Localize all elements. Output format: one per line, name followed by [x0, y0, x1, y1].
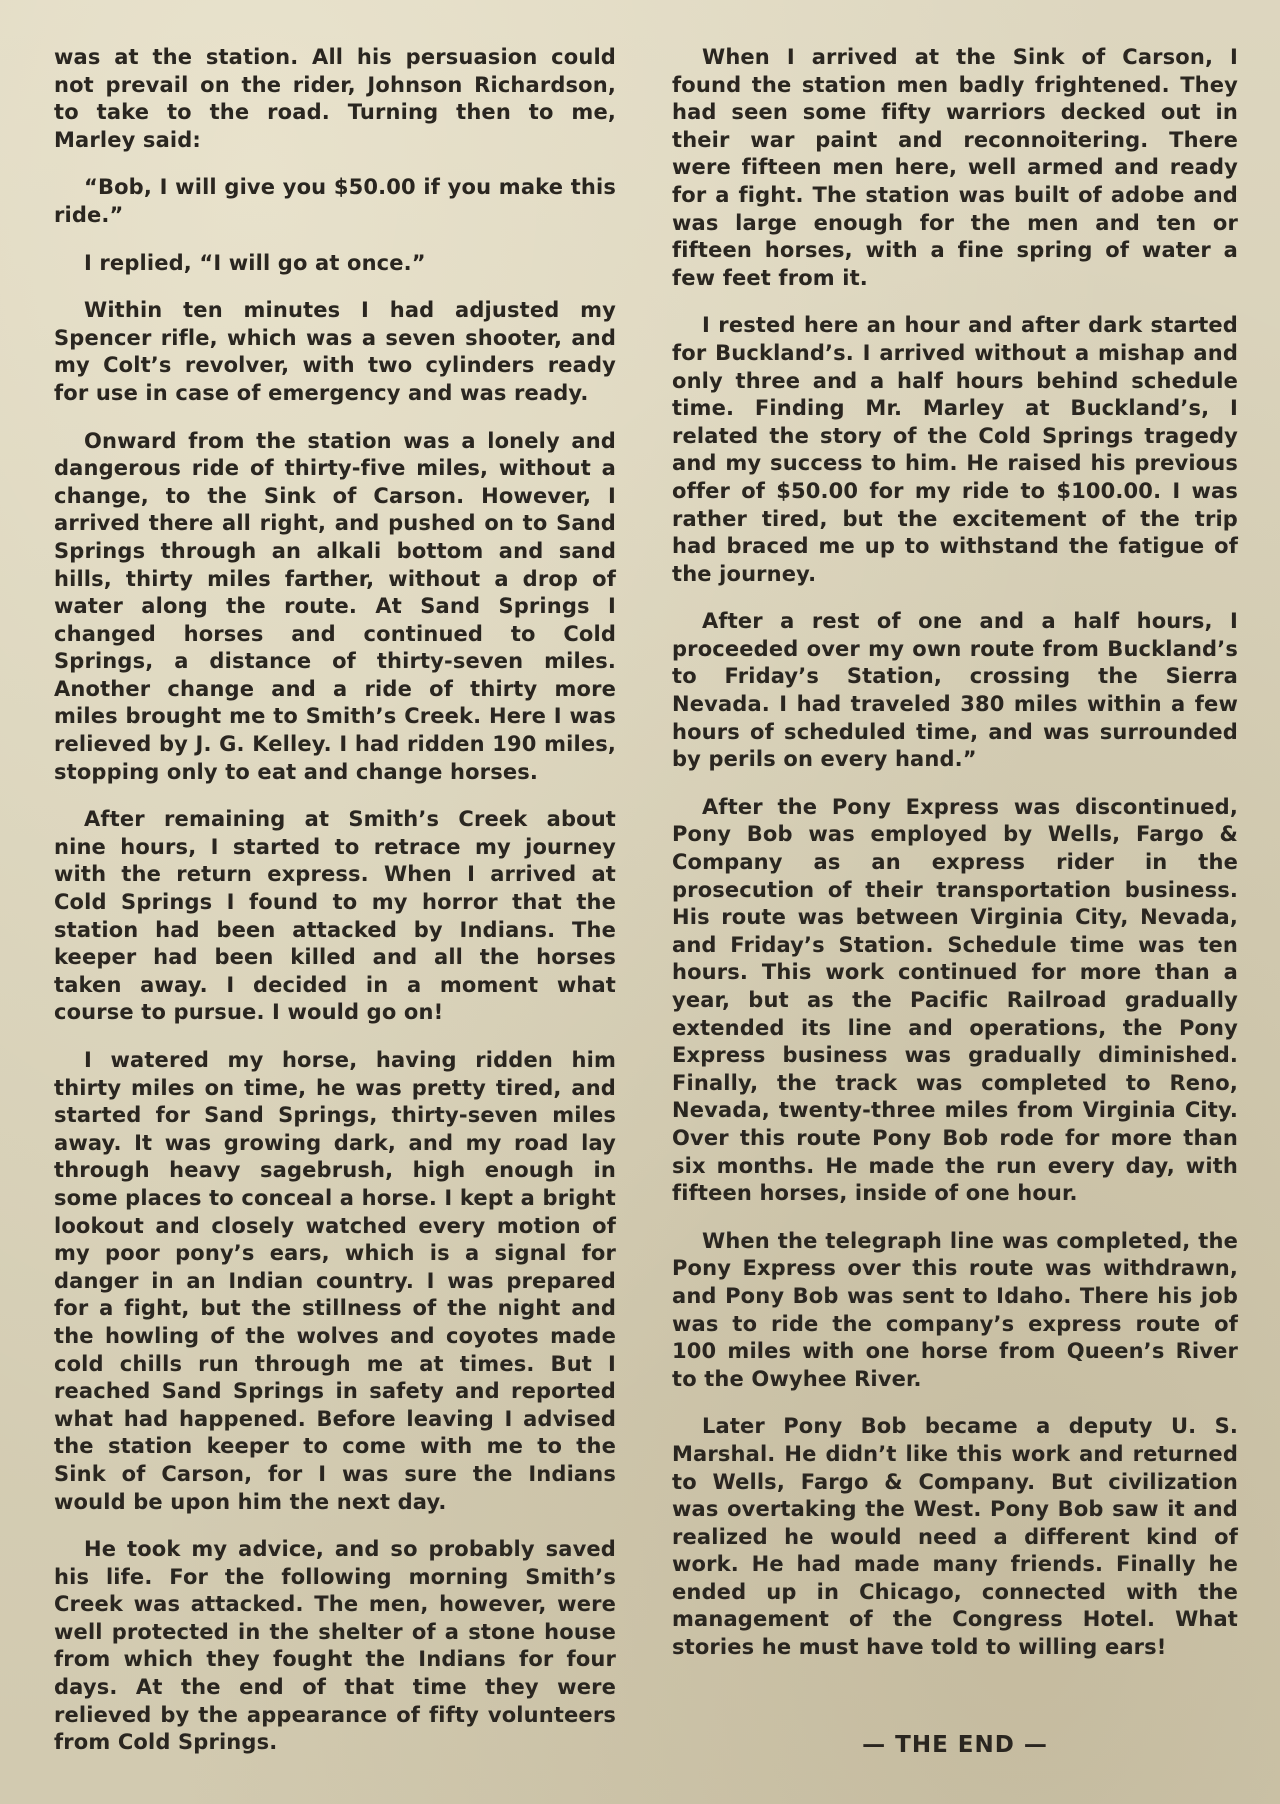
right-column [672, 44, 1238, 1682]
left-paragraph-8: He took my advice, and so probably saved his life. For the following morning Smith’s Creek was attacked. The men, however, were well protected in the shelter of a stone house from which they fought the Indians for four days. At the end of that time they were relieved by the appearance of fifty volunteers from Cold Springs. [54, 1537, 616, 1755]
left-paragraph-4: Within ten minutes I had adjusted my Spencer rifle, which was a seven shooter, and my Colt’s revolver, with two cylinders ready for use in case of emergency and was ready. [54, 298, 616, 405]
right-paragraph-5: When the telegraph line was completed, the Pony Express over this route was withdrawn, and Pony Bob was sent to Idaho. There his job was to ride the company’s express route of 100 miles with one horse from Queen’s River to the Owyhee River. [672, 1228, 1238, 1391]
left-paragraph-6: After remaining at Smith’s Creek about nine hours, I started to retrace my journey with the return express. When I arrived at Cold Springs I found to my horror that the station had been attacked by Indians. The keeper had been killed and all the horses taken away. I decided in a moment what course to pursue. I would go on! [54, 807, 616, 1025]
right-paragraph-3: After a rest of one and a half hours, I proceeded over my own route from Buckland’s to Friday’s Station, crossing the Sierra Nevada. I had traveled 380 miles within a few hours of scheduled time, and was surrounded by perils on every hand.” [672, 609, 1238, 772]
left-paragraph-3: I replied, “I will go at once.” [84, 250, 426, 275]
left-paragraph-7: I watered my horse, having ridden him thirty miles on time, he was pretty tired, and started for Sand Springs, thirty-seven miles away. It was growing dark, and my road lay through heavy sagebrush, high enough in some places to conceal a horse. I kept a bright lookout and closely watched every motion of my poor pony’s ears, which is a signal for danger in an Indian country. I was prepared for a fight, but the stillness of the night and the howling of the wolves and coyotes made cold chills run through me at times. But I reached Sand Springs in safety and reported what had happened. Before leaving I advised the station keeper to come with me to the Sink of Carson, for I was sure the Indians would be upon him the next day. [54, 1048, 616, 1514]
the-end-marker: — THE END — [862, 1732, 1048, 1758]
left-paragraph-1: was at the station. All his persuasion could not prevail on the rider, Johnson Richardson, to take to the road. Turning then to me, Marley said: [54, 45, 616, 152]
right-paragraph-2: I rested here an hour and after dark started for Buckland’s. I arrived without a mishap and only three and a half hours behind schedule time. Finding Mr. Marley at Buckland’s, I related the story of the Cold Springs tragedy and my success to him. He raised his previous offer of $50.00 for my ride to $100.00. I was rather tired, but the excitement of the trip had braced me up to withstand the fatigue of the journey. [672, 313, 1238, 586]
right-paragraph-1: When I arrived at the Sink of Carson, I found the station men badly frightened. They had seen some fifty warriors decked out in their war paint and reconnoitering. There were fifteen men here, well armed and ready for a fight. The station was built of adobe and was large enough for the men and ten or fifteen horses, with a fine spring of water a few feet from it. [672, 45, 1238, 290]
left-paragraph-5: Onward from the station was a lonely and dangerous ride of thirty-five miles, without a change, to the Sink of Carson. However, I arrived there all right, and pushed on to Sand Springs through an alkali bottom and sand hills, thirty miles farther, without a drop of water along the route. At Sand Springs I changed horses and continued to Cold Springs, a distance of thirty-seven miles. Another change and a ride of thirty more miles brought me to Smith’s Creek. Here I was relieved by J. G. Kelley. I had ridden 190 miles, stopping only to eat and change horses. [54, 428, 616, 784]
left-column [54, 44, 616, 1777]
right-paragraph-6: Later Pony Bob became a deputy U. S. Marshal. He didn’t like this work and returned to Wells, Fargo & Company. But civilization was overtaking the West. Pony Bob saw it and realized he would need a different kind of work. He had made many friends. Finally he ended up in Chicago, connected with the management of the Congress Hotel. What stories he must have told to willing ears! [672, 1414, 1238, 1660]
left-paragraph-2: “Bob, I will give you $50.00 if you make this ride.” [54, 175, 616, 227]
right-paragraph-4: After the Pony Express was discontinued, Pony Bob was employed by Wells, Fargo & Company as an express rider in the prosecution of their transportation business. His route was between Virginia City, Nevada, and Friday’s Station. Schedule time was ten hours. This work continued for more than a year, but as the Pacific Railroad gradually extended its line and operations, the Pony Express business was gradually diminished. Finally, the track was completed to Reno, Nevada, twenty-three miles from Virginia City. Over this route Pony Bob rode for more than six months. He made the run every day, with fifteen horses, inside of one hour. [672, 794, 1238, 1206]
